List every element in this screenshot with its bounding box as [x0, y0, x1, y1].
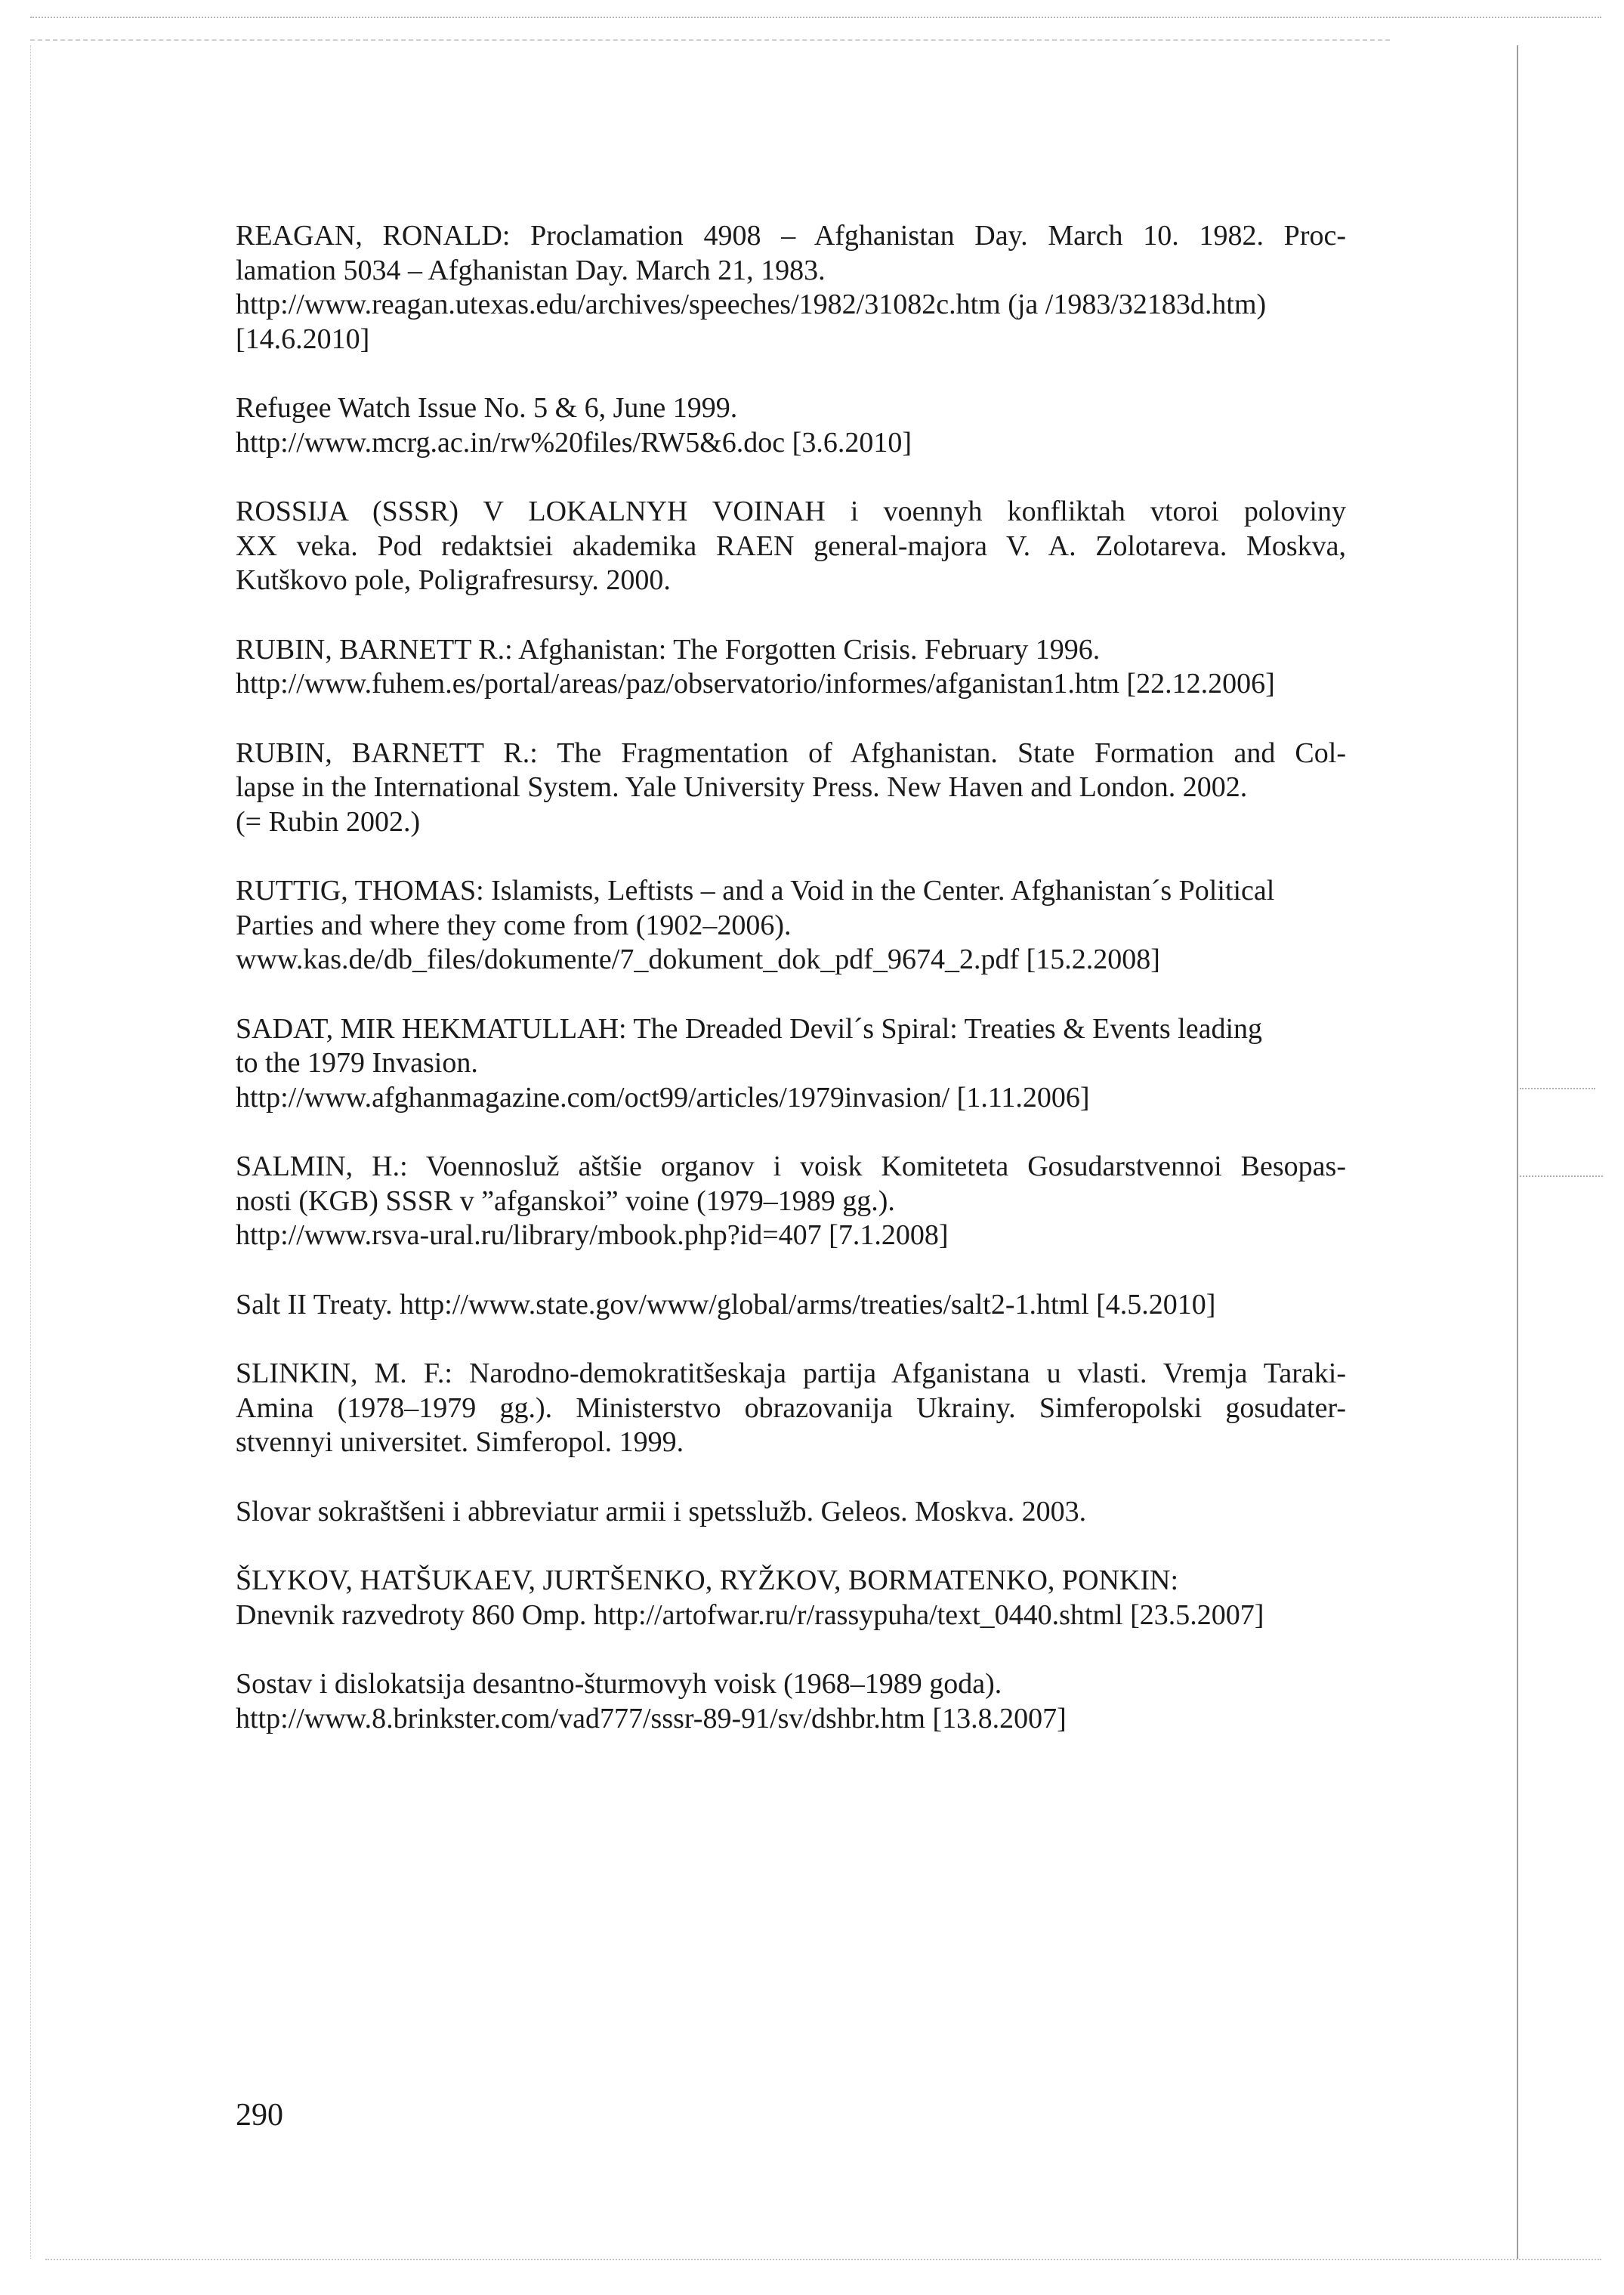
entry-line: to the 1979 Invasion. — [236, 1047, 478, 1079]
entry-line: RUBIN, BARNETT R.: Afghanistan: The Forgotten Crisis. February 1996. — [236, 633, 1101, 666]
bibliography-entry — [236, 633, 1346, 702]
scan-edge-left — [30, 45, 31, 2259]
entry-line: SADAT, MIR HEKMATULLAH: The Dreaded Devil´s Spiral: Treaties & Events leading — [236, 1012, 1263, 1045]
bibliography-entry — [236, 1150, 1346, 1253]
bibliography-entry — [236, 1288, 1346, 1323]
entry-line: Slovar sokraštšeni i abbreviatur armii i spetsslužb. Geleos. Moskva. 2003. — [236, 1495, 1087, 1527]
bibliography-entry — [236, 1357, 1346, 1460]
entry-line: RUTTIG, THOMAS: Islamists, Leftists – and a Void in the Center. Afghanistan´s Political — [236, 875, 1275, 907]
entry-line: RUBIN, BARNETT R.: The Fragmentation of Afghanistan. State Formation and Col- — [236, 737, 1346, 769]
scan-edge-top-inner — [30, 39, 1390, 41]
entry-line: REAGAN, RONALD: Proclamation 4908 – Afghanistan Day. March 10. 1982. Proc- — [236, 220, 1346, 252]
page-number: 290 — [236, 2098, 283, 2133]
entry-line: http://www.rsva-ural.ru/library/mbook.php?id=407 [7.1.2008] — [236, 1219, 949, 1251]
bibliography-entry — [236, 495, 1346, 598]
bibliography-entry — [236, 1667, 1346, 1736]
scan-edge-top — [30, 17, 1601, 18]
scan-mark — [1520, 1175, 1603, 1177]
entry-line: lapse in the International System. Yale University Press. New Haven and London. 2002. — [236, 771, 1248, 803]
entry-line: Refugee Watch Issue No. 5 & 6, June 1999. — [236, 392, 738, 424]
bibliography-entry — [236, 737, 1346, 840]
entry-line: Amina (1978–1979 gg.). Ministerstvo obrazovanija Ukrainy. Simferopolski gosudater- — [236, 1392, 1346, 1424]
entry-line: nosti (KGB) SSSR v ”afganskoi” voine (1979–1989 gg.). — [236, 1185, 895, 1217]
scan-mark — [1520, 1088, 1595, 1089]
entry-line: [14.6.2010] — [236, 323, 370, 355]
entry-line: Kutškovo pole, Poligrafresursy. 2000. — [236, 564, 671, 596]
entry-line: XX veka. Pod redaktsiei akademika RAEN general-majora V. A. Zolotareva. Moskva, — [236, 530, 1346, 562]
entry-line: ŠLYKOV, HATŠUKAEV, JURTŠENKO, RYŽKOV, BORMATENKO, PONKIN: — [236, 1564, 1179, 1596]
bibliography-entry — [236, 1564, 1346, 1632]
entry-line: Salt II Treaty. http://www.state.gov/www/global/arms/treaties/salt2-1.html [4.5.2010] — [236, 1288, 1216, 1320]
entry-line: http://www.8.brinkster.com/vad777/sssr-89-91/sv/dshbr.htm [13.8.2007] — [236, 1702, 1067, 1734]
entry-line: (= Rubin 2002.) — [236, 805, 421, 838]
bibliography-entry — [236, 1012, 1346, 1116]
bibliography-entry — [236, 391, 1346, 460]
entry-line: SLINKIN, M. F.: Narodno-demokratitšeskaja partija Afganistana u vlasti. Vremja Taraki- — [236, 1358, 1346, 1389]
bibliography-entry — [236, 874, 1346, 978]
entry-line: ROSSIJA (SSSR) V LOKALNYH VOINAH i voennyh konfliktah vtoroi poloviny — [236, 496, 1346, 527]
entry-line: http://www.fuhem.es/portal/areas/paz/observatorio/informes/afganistan1.htm [22.12.2006] — [236, 668, 1275, 700]
entry-line: Sostav i dislokatsija desantno-šturmovyh voisk (1968–1989 goda). — [236, 1668, 1002, 1700]
bibliography-entry — [236, 1495, 1346, 1530]
entry-line: SALMIN, H.: Voennosluž aštšie organov i voisk Komiteteta Gosudarstvennoi Besopas- — [236, 1151, 1346, 1182]
scan-edge-right — [1517, 45, 1518, 2259]
entry-line: http://www.reagan.utexas.edu/archives/speeches/1982/31082c.htm (ja /1983/32183d.htm) — [236, 289, 1267, 320]
entry-line: lamation 5034 – Afghanistan Day. March 21, 1983. — [236, 254, 826, 286]
entry-line: http://www.mcrg.ac.in/rw%20files/RW5&6.doc [3.6.2010] — [236, 426, 912, 459]
scan-edge-bottom — [45, 2259, 1601, 2260]
bibliography-entry — [236, 219, 1346, 357]
bibliography-list — [236, 219, 1346, 1771]
entry-line: stvennyi universitet. Simferopol. 1999. — [236, 1426, 684, 1458]
entry-line: Dnevnik razvedroty 860 Omp. http://artofwar.ru/r/rassypuha/text_0440.shtml [23.5.2007] — [236, 1598, 1264, 1631]
entry-line: www.kas.de/db_files/dokumente/7_dokument_dok_pdf_9674_2.pdf [15.2.2008] — [236, 944, 1160, 975]
entry-line: http://www.afghanmagazine.com/oct99/articles/1979invasion/ [1.11.2006] — [236, 1081, 1090, 1114]
entry-line: Parties and where they come from (1902–2006). — [236, 909, 792, 941]
